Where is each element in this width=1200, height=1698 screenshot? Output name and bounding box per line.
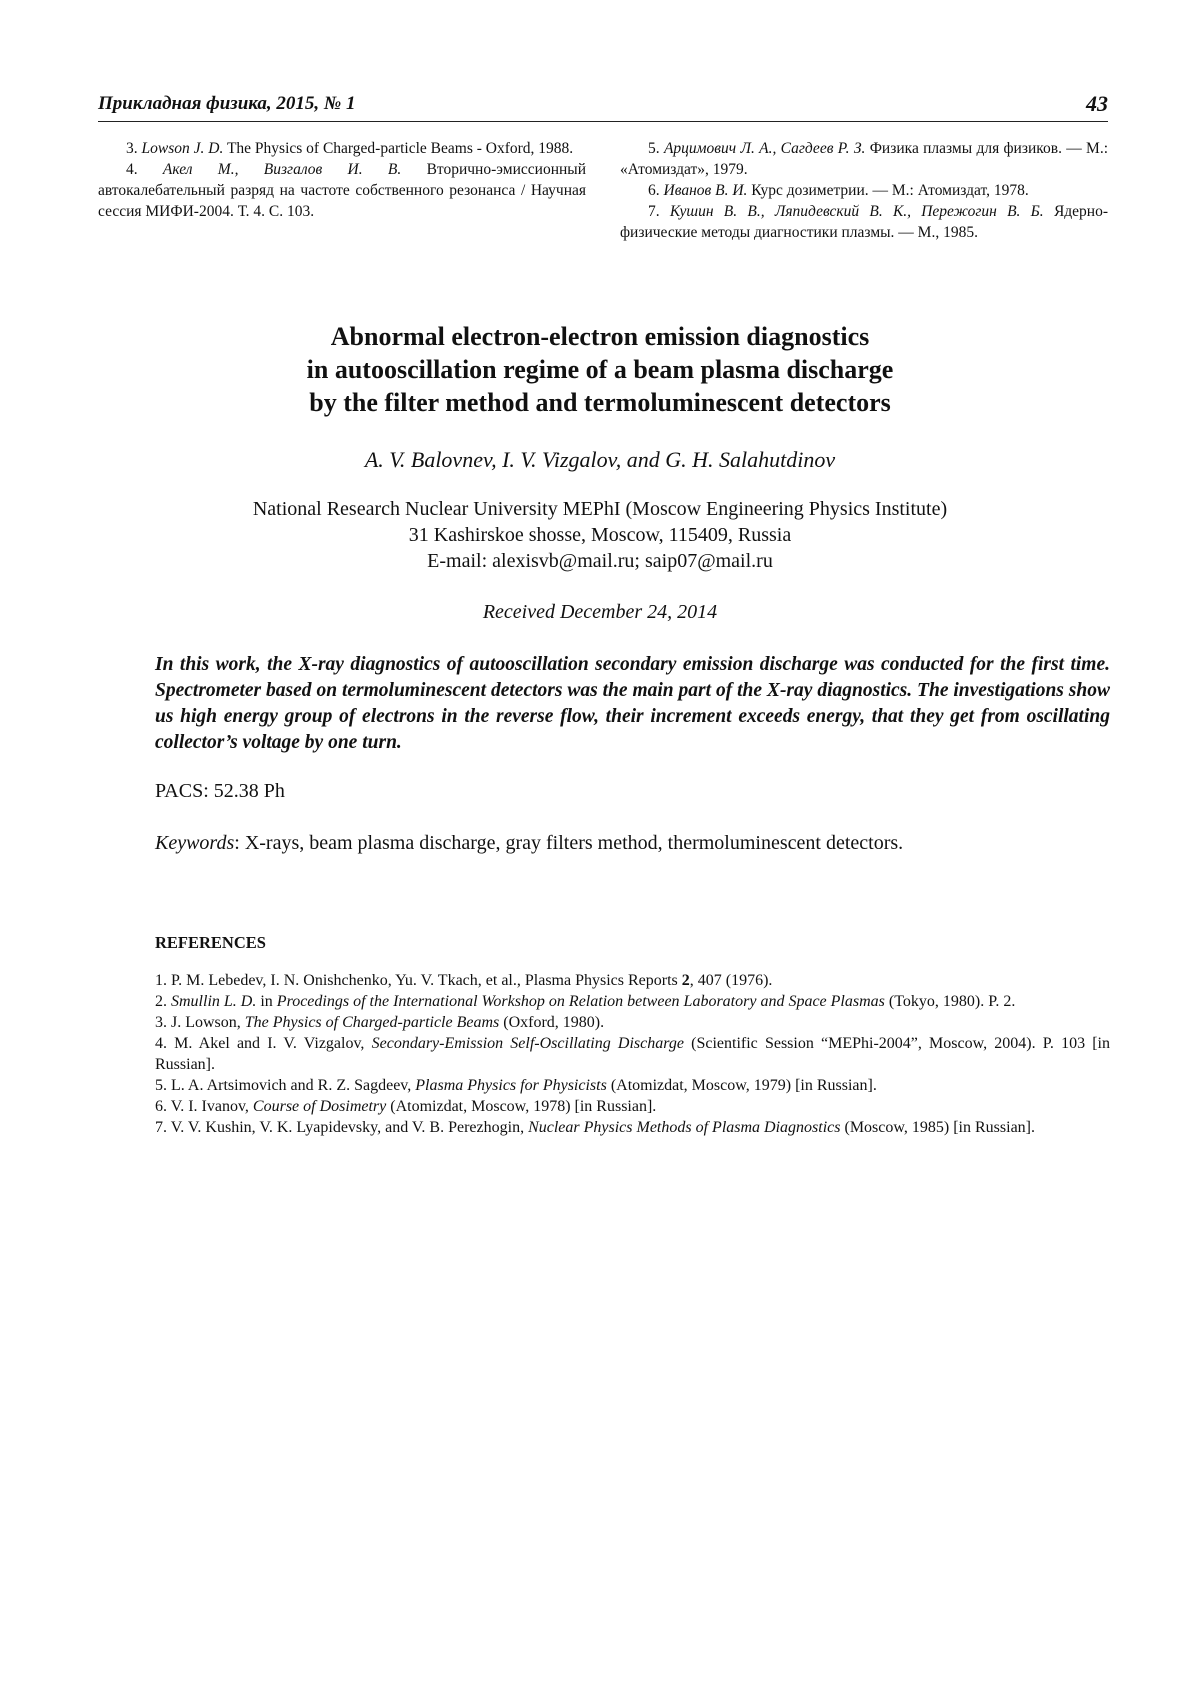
page-number: 43 [1086,91,1108,116]
pacs-code: PACS: 52.38 Ph [155,780,285,802]
title-line: by the filter method and termoluminescent detectors [309,388,891,417]
previous-reference-item: 4. Акел М., Визгалов И. В. Вторично-эмиссионный автокалебательный разряд на частоте собственного резонанса / Научная сессия МИФИ-2004. Т. 4. С. 103. [98,161,586,220]
previous-reference-item: 5. Арцимович Л. А., Сагдеев Р. З. Физика плазмы для физиков. — М.: «Атомиздат», 1979. [620,140,1109,178]
references-heading: REFERENCES [155,933,266,952]
title-line: in autooscillation regime of a beam plasma discharge [306,355,894,384]
abstract: In this work, the X-ray diagnostics of autooscillation secondary emission discharge was conducted for the first time. Spectrometer based on termoluminescent detectors was the main part of the X-ray diagnostics. The investigations show us high energy group of electrons in the reverse flow, their increment exceeds energy, that they get from oscillating collector’s voltage by one turn. [155,654,1110,753]
keywords [155,832,903,855]
previous-references-left-column [98,138,586,222]
journal-name: Прикладная физика, 2015, № 1 [98,93,356,114]
reference-item: 1. P. M. Lebedev, I. N. Onishchenko, Yu. V. Tkach, et al., Plasma Physics Reports 2, 407 (1976). [155,972,773,989]
article-authors: A. V. Balovnev, I. V. Vizgalov, and G. H. Salahutdinov [364,447,836,472]
previous-references-right-column [620,138,1108,243]
reference-item: 7. V. V. Kushin, V. K. Lyapidevsky, and V. B. Perezhogin, Nuclear Physics Methods of Plasma Diagnostics (Moscow, 1985) [in Russian]. [155,1119,1035,1136]
previous-reference-item: 7. Кушин В. В., Ляпидевский В. К., Пережогин В. Б. Ядерно-физические методы диагностики плазмы. — М., 1985. [620,203,1108,241]
reference-item: 6. V. I. Ivanov, Course of Dosimetry (Atomizdat, Moscow, 1978) [in Russian]. [155,1098,657,1115]
reference-item: 4. M. Akel and I. V. Vizgalov, Secondary-Emission Self-Oscillating Discharge (Scientific Session “MEPhi-2004”, Moscow, 2004). P. 103 [in Russian]. [155,1035,1111,1073]
title-line: Abnormal electron-electron emission diagnostics [330,322,870,351]
reference-item: 2. Smullin L. D. in Procedings of the International Workshop on Relation between Laboratory and Space Plasmas (Tokyo, 1980). P. 2. [155,993,1016,1010]
article-title [150,320,1050,419]
keywords-text: : X-rays, beam plasma discharge, gray filters method, thermoluminescent detectors. [234,832,904,854]
previous-reference-item: 6. Иванов В. И. Курс дозиметрии. — М.: Атомиздат, 1978. [648,182,1029,199]
affiliation-line: National Research Nuclear University MEPhI (Moscow Engineering Physics Institute) [252,498,948,520]
affiliation-line: 31 Kashirskoe shosse, Moscow, 115409, Russia [408,524,792,546]
affiliation-line: E-mail: alexisvb@mail.ru; saip07@mail.ru [427,550,773,572]
previous-reference-item: 3. Lowson J. D. The Physics of Charged-particle Beams - Oxford, 1988. [126,140,574,157]
running-header [98,93,1108,122]
reference-item: 5. L. A. Artsimovich and R. Z. Sagdeev, Plasma Physics for Physicists (Atomizdat, Moscow, 1979) [in Russian]. [155,1077,877,1094]
references-list [155,970,1110,1138]
keywords-label: Keywords [155,832,235,854]
received-date: Received December 24, 2014 [482,601,718,623]
affiliation [150,496,1050,574]
reference-item: 3. J. Lowson, The Physics of Charged-particle Beams (Oxford, 1980). [155,1014,605,1031]
